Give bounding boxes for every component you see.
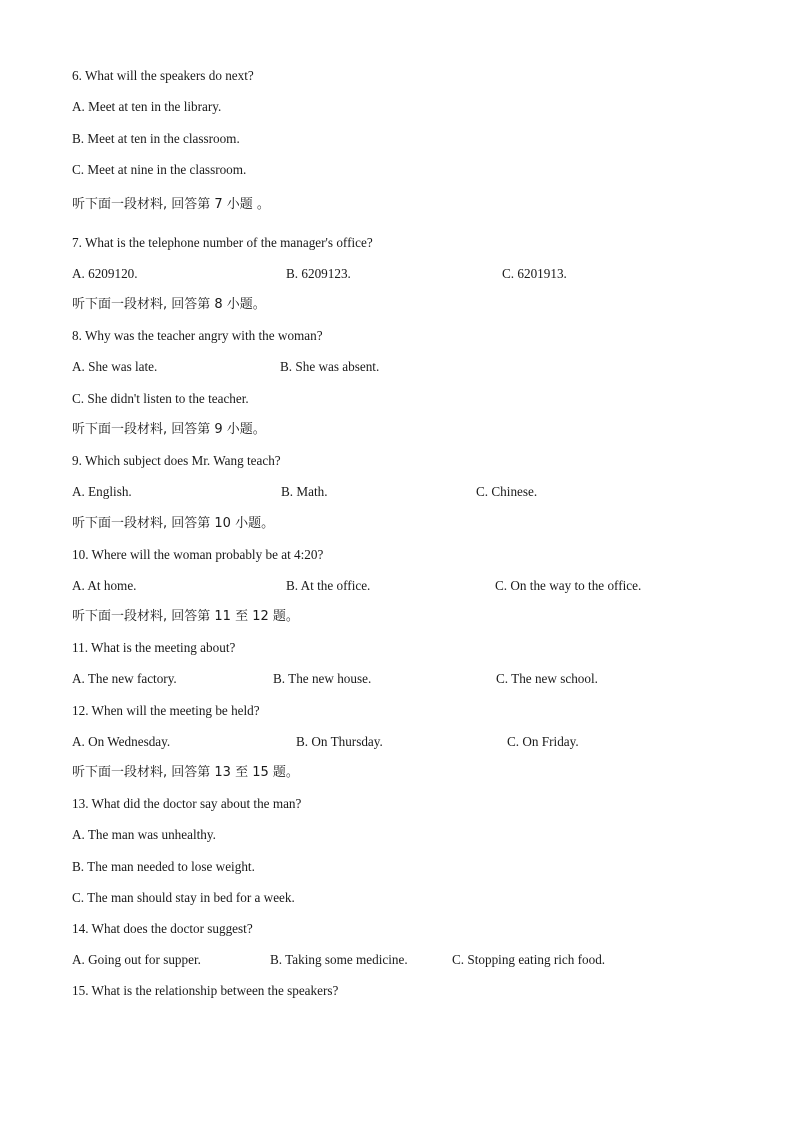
q9-option-c: C. Chinese. — [476, 484, 538, 499]
section-heading-11-12: 听下面一段材料, 回答第 11 至 12 题。 — [72, 609, 299, 624]
q11-option-c: C. The new school. — [496, 671, 598, 686]
question-7: 7. What is the telephone number of the manager's office? — [72, 235, 373, 250]
q13-option-b: B. The man needed to lose weight. — [72, 859, 255, 874]
q11-option-a: A. The new factory. — [72, 671, 177, 686]
q7-option-c: C. 6201913. — [502, 266, 567, 281]
section-heading-7: 听下面一段材料, 回答第 7 小题 。 — [72, 197, 270, 212]
q14-option-b: B. Taking some medicine. — [270, 952, 408, 967]
section-heading-9: 听下面一段材料, 回答第 9 小题。 — [72, 422, 266, 437]
section-heading-8: 听下面一段材料, 回答第 8 小题。 — [72, 297, 266, 312]
q12-option-a: A. On Wednesday. — [72, 734, 171, 749]
q10-option-c: C. On the way to the office. — [495, 578, 642, 593]
q8-option-b: B. She was absent. — [280, 359, 380, 374]
q9-option-b: B. Math. — [281, 484, 328, 499]
question-15: 15. What is the relationship between the speakers? — [72, 983, 339, 998]
q6-option-a: A. Meet at ten in the library. — [72, 99, 222, 114]
q13-option-c: C. The man should stay in bed for a week. — [72, 890, 295, 905]
question-8: 8. Why was the teacher angry with the woman? — [72, 328, 323, 343]
q11-option-b: B. The new house. — [273, 671, 372, 686]
q7-option-a: A. 6209120. — [72, 266, 138, 281]
q14-option-a: A. Going out for supper. — [72, 952, 201, 967]
question-10: 10. Where will the woman probably be at 4:20? — [72, 547, 324, 562]
section-heading-13-15: 听下面一段材料, 回答第 13 至 15 题。 — [72, 765, 299, 780]
question-13: 13. What did the doctor say about the man? — [72, 796, 302, 811]
question-6: 6. What will the speakers do next? — [72, 68, 254, 83]
q8-option-a: A. She was late. — [72, 359, 158, 374]
q13-option-a: A. The man was unhealthy. — [72, 827, 216, 842]
question-9: 9. Which subject does Mr. Wang teach? — [72, 453, 281, 468]
question-12: 12. When will the meeting be held? — [72, 703, 260, 718]
question-14: 14. What does the doctor suggest? — [72, 921, 253, 936]
q9-option-a: A. English. — [72, 484, 132, 499]
q10-option-a: A. At home. — [72, 578, 137, 593]
q12-option-b: B. On Thursday. — [296, 734, 383, 749]
q6-option-c: C. Meet at nine in the classroom. — [72, 162, 247, 177]
q12-option-c: C. On Friday. — [507, 734, 579, 749]
q8-option-c: C. She didn't listen to the teacher. — [72, 391, 249, 406]
section-heading-10: 听下面一段材料, 回答第 10 小题。 — [72, 516, 275, 531]
q7-option-b: B. 6209123. — [286, 266, 351, 281]
q14-option-c: C. Stopping eating rich food. — [452, 952, 606, 967]
q10-option-b: B. At the office. — [286, 578, 371, 593]
q6-option-b: B. Meet at ten in the classroom. — [72, 131, 240, 146]
question-11: 11. What is the meeting about? — [72, 640, 236, 655]
